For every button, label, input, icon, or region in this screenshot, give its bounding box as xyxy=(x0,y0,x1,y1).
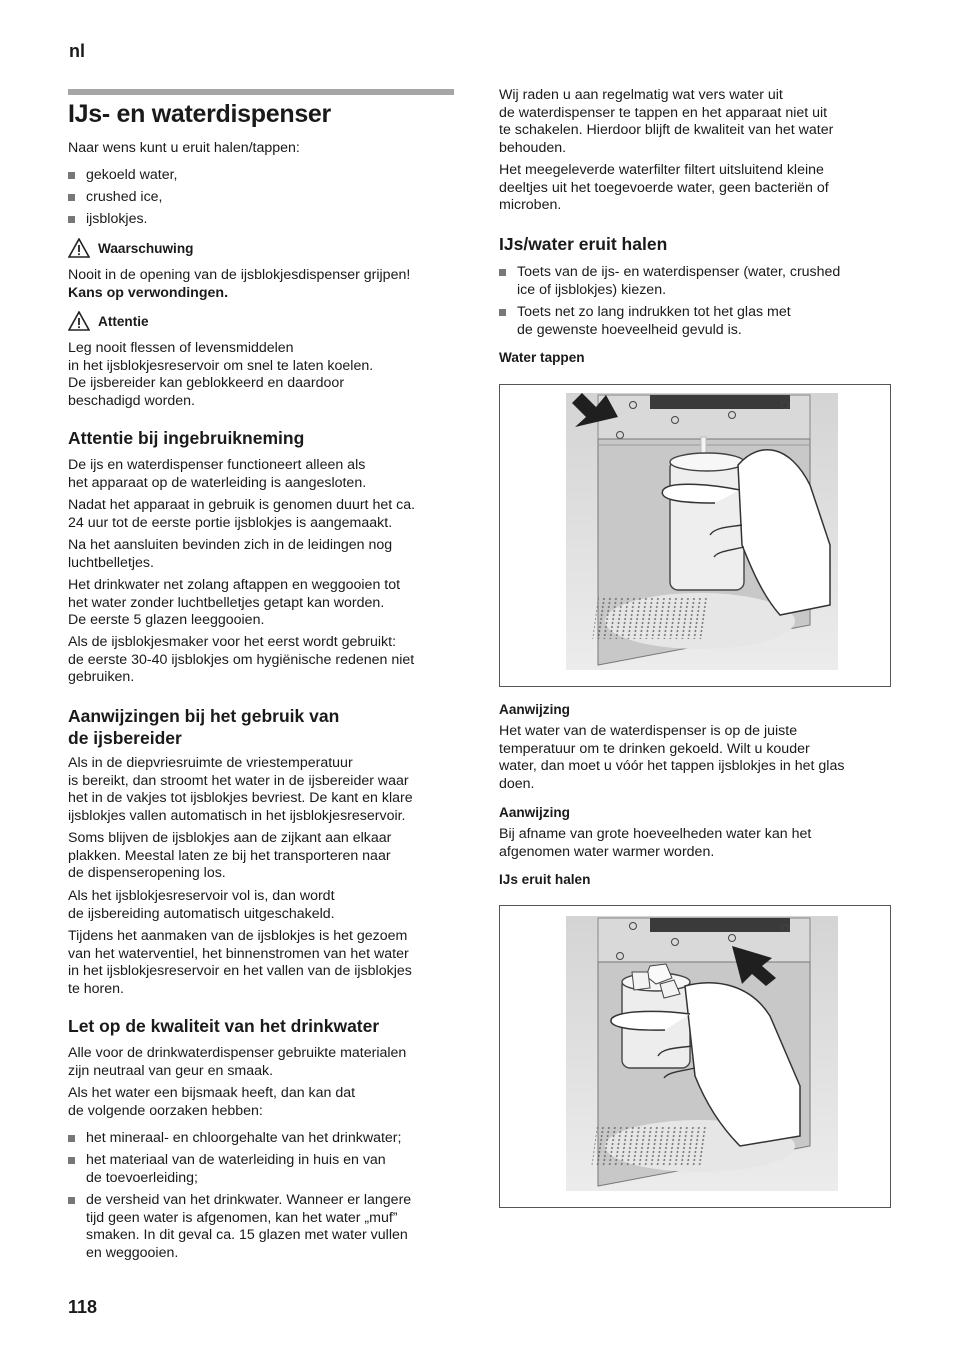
intro-text: Naar wens kunt u eruit halen/tappen: xyxy=(68,140,300,156)
paragraph: Tijdens het aanmaken van de ijsblokjes is het gezoem van het waterventiel, het binnenstromen van het water in het ijsblokjesreservoir en het vallen van de ijsblokjes te horen. xyxy=(68,928,412,997)
note-text: Het water van de waterdispenser is op de juiste temperatuur om te drinken gekoeld. Wilt u kouder water, dan moet u vóór het tappen ijsblokjes in het glas doen. xyxy=(499,723,845,792)
warning-icon xyxy=(68,311,90,331)
paragraph: Alle voor de drinkwaterdispenser gebruikte materialen zijn neutraal van geur en smaak. xyxy=(68,1045,407,1079)
page-title: IJs- en waterdispenser xyxy=(68,100,331,128)
paragraph: Als in de diepvriesruimte de vriestemperatuur is bereikt, dan stroomt het water in de ijsbereider waar het in de vakjes tot ijsblokjes bevriest. De kant en klare ijsblokjes vallen automatisch in het ijsblokjesreservoir. xyxy=(68,755,413,824)
list-item: het materiaal van de waterleiding in huis en van de toevoerleiding; xyxy=(68,1152,454,1187)
list-item: Toets net zo lang indrukken tot het glas met de gewenste hoeveelheid gevuld is. xyxy=(499,304,891,339)
paragraph: Als het ijsblokjesreservoir vol is, dan wordt de ijsbereiding automatisch uitgeschakeld. xyxy=(68,888,335,922)
figure-caption: IJs eruit halen xyxy=(499,872,591,887)
attention-text: Leg nooit flessen of levensmiddelen in het ijsblokjesreservoir om snel te laten koelen. De ijsbereider kan geblokkeerd en daardoor beschadigd worden. xyxy=(68,340,374,409)
note-text: Bij afname van grote hoeveelheden water kan het afgenomen water warmer worden. xyxy=(499,826,812,860)
paragraph: Soms blijven de ijsblokjes aan de zijkant aan elkaar plakken. Meestal laten ze bij het transporteren naar de dispenseropening los. xyxy=(68,830,392,882)
section-heading: Let op de kwaliteit van het drinkwater xyxy=(68,1016,380,1036)
paragraph: Het meegeleverde waterfilter filtert uitsluitend kleine deeltjes uit het toegevoerde water, geen bacteriën of microben. xyxy=(499,162,829,214)
list-item: crushed ice, xyxy=(68,189,163,207)
section-heading: IJs/water eruit halen xyxy=(499,234,668,254)
paragraph: Wij raden u aan regelmatig wat vers water uit de waterdispenser te tappen en het apparaat niet uit te schakelen. Hierdoor blijft de kwaliteit van het water behouden. xyxy=(499,87,834,156)
paragraph: De ijs en waterdispenser functioneert alleen als het apparaat op de waterleiding is aangesloten. xyxy=(68,457,367,491)
figure-caption: Water tappen xyxy=(499,350,585,365)
ice-dispenser-illustration xyxy=(500,906,890,1207)
figure-ice-dispense xyxy=(499,905,891,1208)
paragraph: Als het water een bijsmaak heeft, dan kan dat de volgende oorzaken hebben: xyxy=(68,1085,356,1119)
title-rule xyxy=(68,89,454,95)
paragraph: Als de ijsblokjesmaker voor het eerst wordt gebruikt: de eerste 30-40 ijsblokjes om hygiënische redenen niet gebruiken. xyxy=(68,634,415,686)
attention-heading: Attentie xyxy=(68,311,149,331)
list-item: ijsblokjes. xyxy=(68,211,148,229)
note-label: Aanwijzing xyxy=(499,702,570,717)
list-item: Toets van de ijs- en waterdispenser (water, crushed ice of ijsblokjes) kiezen. xyxy=(499,264,891,299)
paragraph: Nadat het apparaat in gebruik is genomen duurt het ca. 24 uur tot de eerste portie ijsblokjes is aangemaakt. xyxy=(68,497,416,531)
warning-bold: Kans op verwondingen. xyxy=(68,285,229,301)
warning-heading: Waarschuwing xyxy=(68,238,193,258)
warning-icon xyxy=(68,238,90,258)
paragraph: Na het aansluiten bevinden zich in de leidingen nog luchtbelletjes. xyxy=(68,537,393,571)
list-item: het mineraal- en chloorgehalte van het drinkwater; xyxy=(68,1130,454,1148)
warning-text: Nooit in de opening van de ijsblokjesdispenser grijpen! xyxy=(68,267,411,283)
section-heading: Attentie bij ingebruikneming xyxy=(68,428,305,448)
note-label: Aanwijzing xyxy=(499,805,570,820)
list-item: gekoeld water, xyxy=(68,167,178,185)
language-label: nl xyxy=(69,41,85,61)
list-item: de versheid van het drinkwater. Wanneer er langere tijd geen water is afgenomen, kan het water „muf” smaken. In dit geval ca. 15 glazen met water vullen en weggooien. xyxy=(68,1192,454,1262)
page-number: 118 xyxy=(68,1297,98,1317)
water-dispenser-illustration xyxy=(500,385,890,686)
figure-water-tap xyxy=(499,384,891,687)
section-heading: Aanwijzingen bij het gebruik van de ijsbereider xyxy=(68,706,340,748)
paragraph: Het drinkwater net zolang aftappen en weggooien tot het water zonder luchtbelletjes getapt kan worden. De eerste 5 glazen leeggooien. xyxy=(68,577,401,629)
